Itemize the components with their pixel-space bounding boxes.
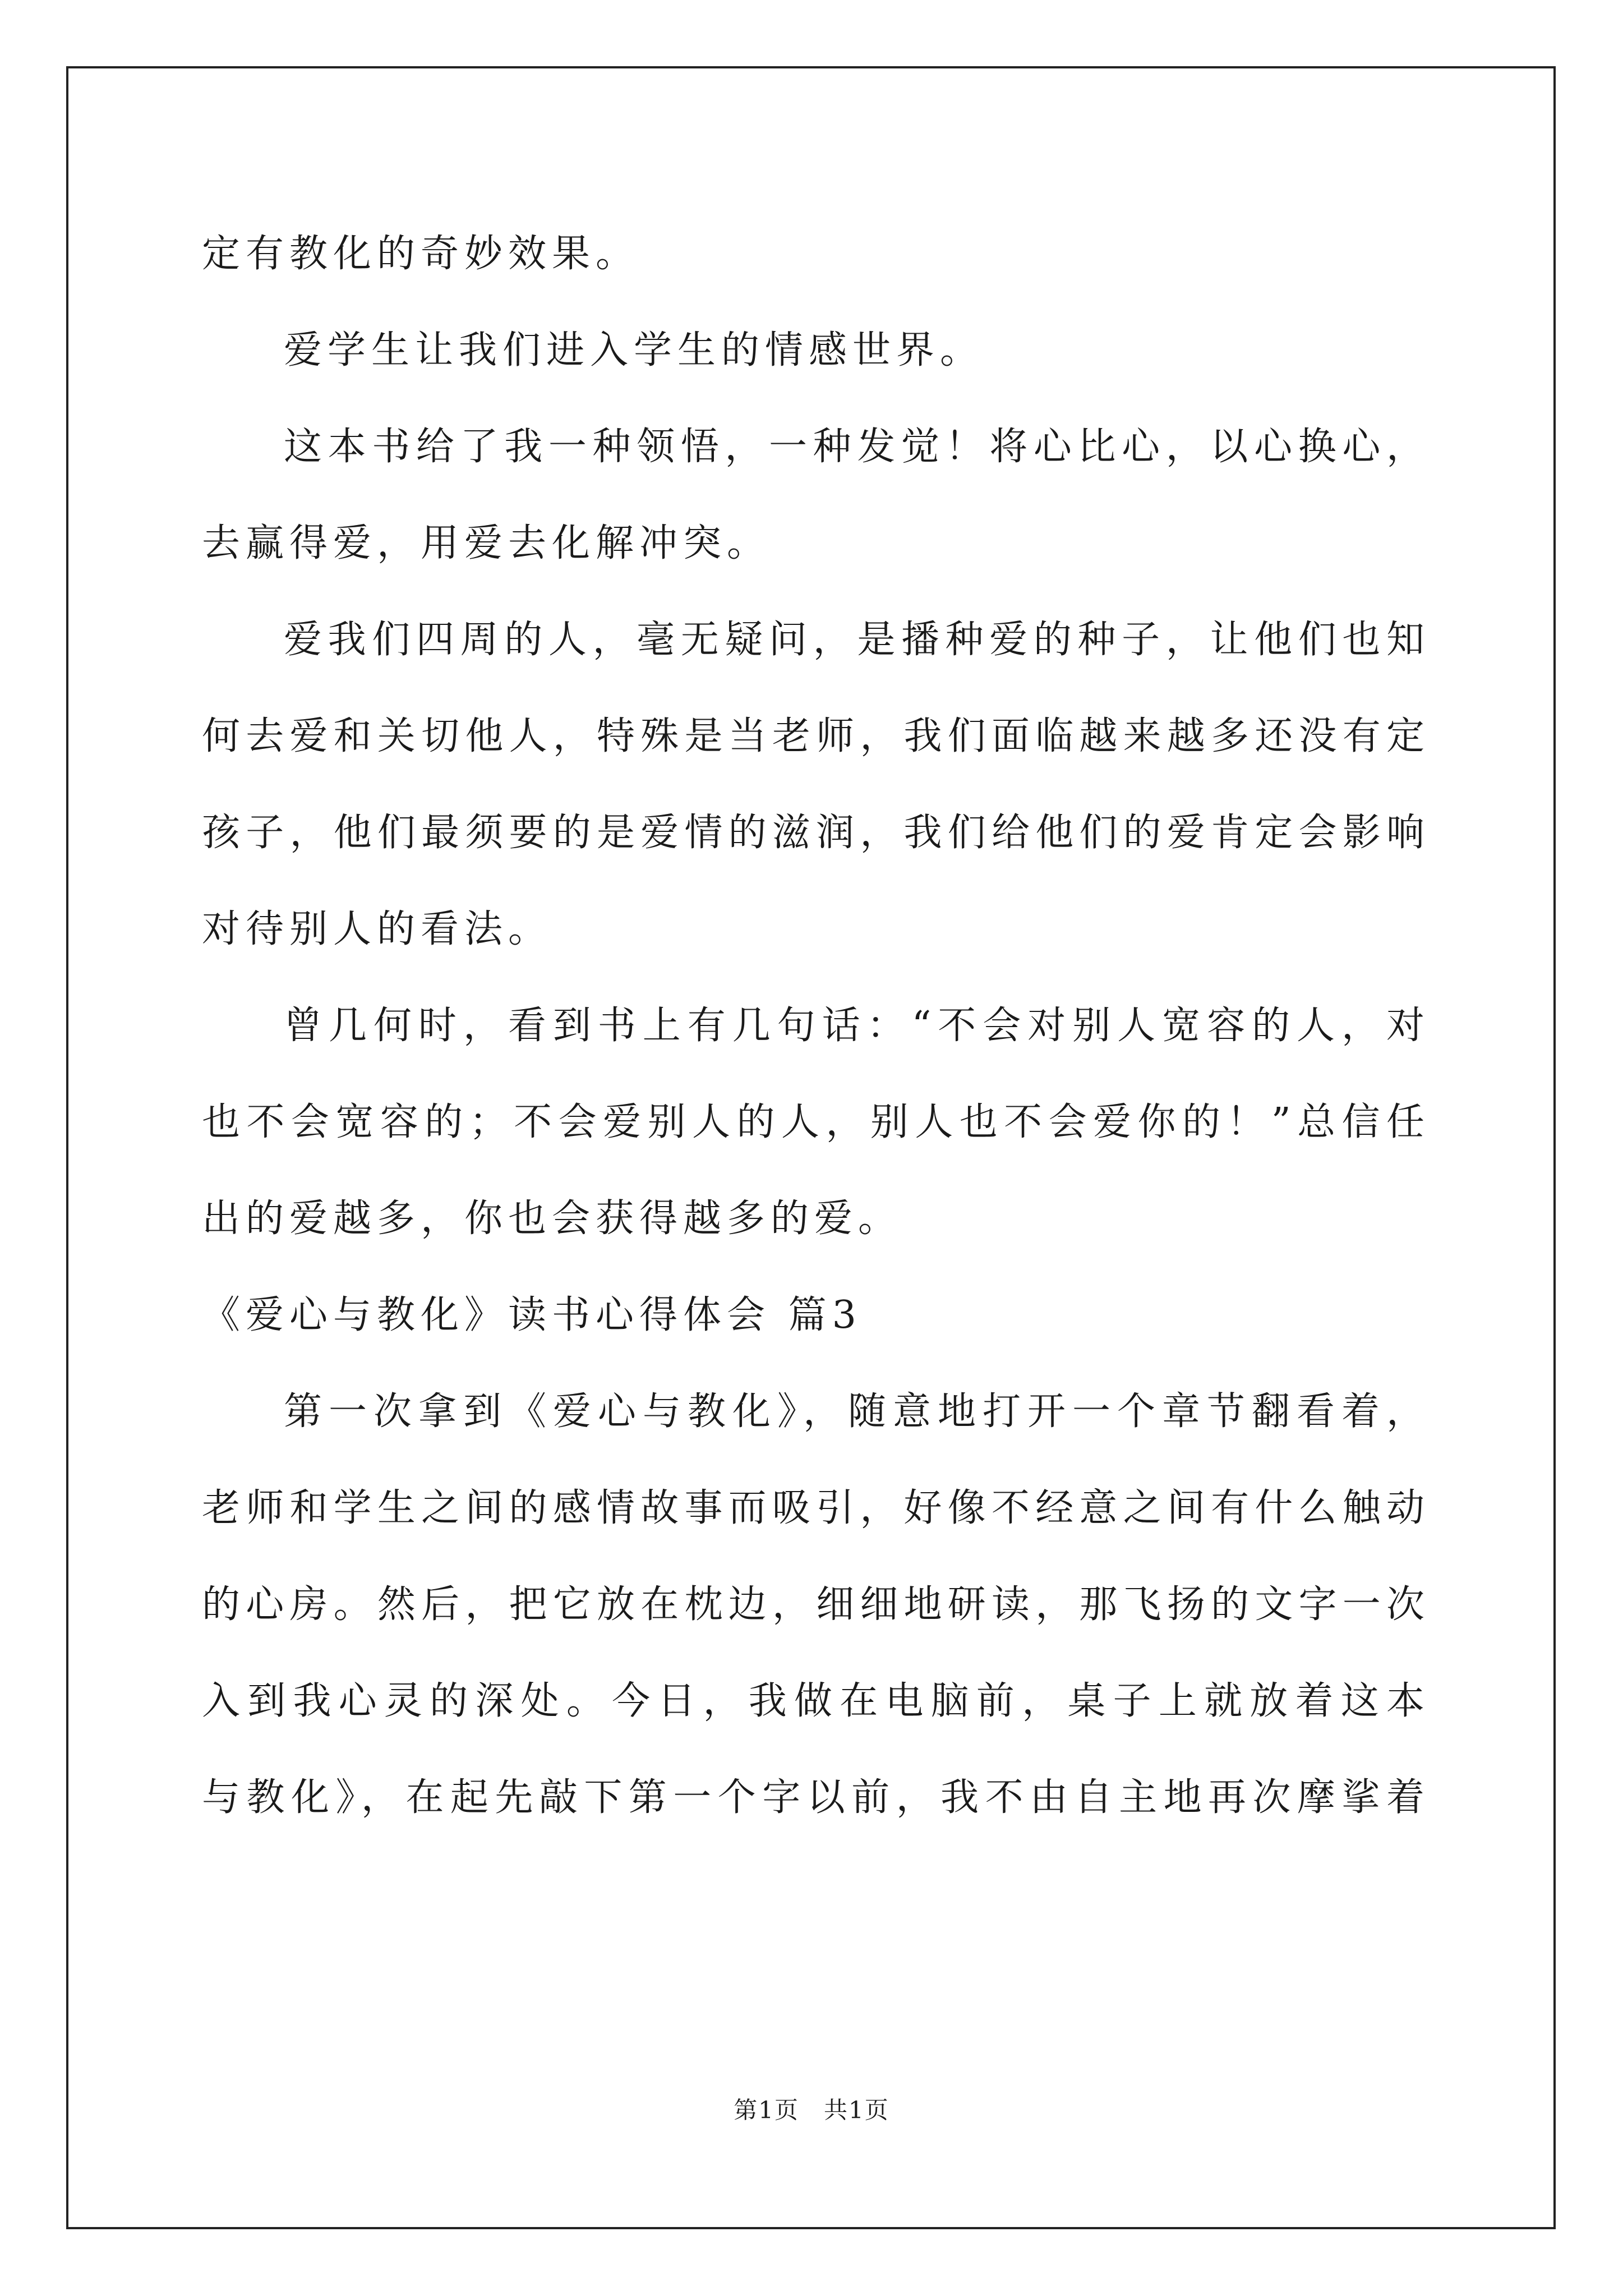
text-line: 第一次拿到《爱心与教化》，随意地打开一个章节翻看着， — [284, 1389, 1430, 1434]
text-line: 去赢得爱，用爱去化解冲突。 — [202, 521, 771, 565]
text-line: 老师和学生之间的感情故事而吸引，好像不经意之间有什么触动 — [202, 1486, 1430, 1530]
text-line: 的心房。然后，把它放在枕边，细细地研读，那飞扬的文字一次 — [202, 1582, 1430, 1627]
section-heading: 《爱心与教化》读书心得体会 篇3 — [202, 1293, 862, 1337]
text-line: 对待别人的看法。 — [202, 907, 552, 951]
text-line: 爱学生让我们进入学生的情感世界。 — [284, 328, 984, 372]
text-line: 也不会宽容的；不会爱别人的人，别人也不会爱你的！”总信任 — [202, 1100, 1430, 1144]
text-line: 何去爱和关切他人，特殊是当老师，我们面临越来越多还没有定 — [202, 714, 1430, 758]
page-number-footer: 第1页 共1页 — [734, 2096, 889, 2124]
text-line: 定有教化的奇妙效果。 — [202, 232, 640, 276]
text-line: 与教化》，在起先敲下第一个字以前，我不由自主地再次摩挲着 — [202, 1775, 1430, 1820]
text-line: 出的爱越多，你也会获得越多的爱。 — [202, 1197, 902, 1241]
text-line: 爱我们四周的人，毫无疑问，是播种爱的种子，让他们也知 — [284, 618, 1430, 662]
text-line: 这本书给了我一种领悟，一种发觉！将心比心，以心换心， — [284, 425, 1430, 469]
document-body — [202, 206, 1430, 1846]
text-line: 入到我心灵的深处。今日，我做在电脑前，桌子上就放着这本 — [202, 1679, 1430, 1723]
text-line: 曾几何时，看到书上有几句话：“不会对别人宽容的人，对 — [284, 1004, 1430, 1048]
text-line: 孩子，他们最须要的是爱情的滋润，我们给他们的爱肯定会影响 — [202, 811, 1430, 855]
